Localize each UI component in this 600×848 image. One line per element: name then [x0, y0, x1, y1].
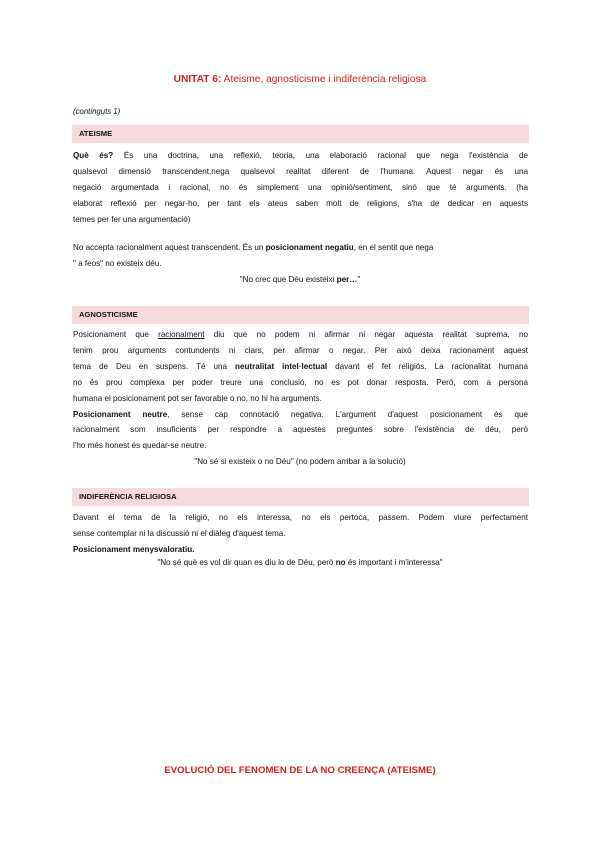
emphasis-text: neutralitat intel·lectual: [235, 361, 328, 371]
text-line: , en el sentit que nega: [353, 243, 434, 252]
ateisme-paragraph-1: [73, 148, 528, 228]
text-line: " a feos" no existeix déu.: [73, 258, 162, 268]
quote-text: ": [357, 275, 361, 284]
quote-emphasis: no: [335, 558, 346, 567]
section-header-indiferencia: [72, 488, 529, 506]
question-label: Què és?: [73, 151, 114, 160]
emphasis-text: Posicionament menysvaloratiu.: [73, 544, 195, 554]
section-heading-indiferencia: INDIFERÈNCIA RELIGIOSA: [79, 492, 177, 501]
title-prefix: UNITAT 6:: [173, 74, 222, 85]
text-line: racionalment som insuficients per respondre a aquestes preguntes sobre l'existència de déu, però: [73, 425, 528, 435]
agnosticisme-paragraph: [73, 327, 528, 454]
title-text: Ateisme, agnosticisme i indiferència religiosa: [221, 74, 427, 85]
indiferencia-paragraph: [73, 510, 528, 558]
text-line: tema de Deu en suspens. Té una: [73, 361, 236, 371]
text-line: Posicionament que: [73, 330, 159, 339]
page-title: [0, 74, 600, 85]
contents-note: (continguts 1): [73, 107, 121, 116]
text-line: negació argumentada i racional, no és simplement una opinió/sentiment, sinó que té arguments. (ha: [73, 182, 528, 192]
text-line: temes per fer una argumentació): [73, 214, 191, 224]
section-heading-ateisme: ATEISME: [79, 129, 113, 138]
emphasis-text: Posicionament neutre: [73, 409, 168, 419]
text-line: no és prou complexa per poder treure una conclusió, no es pot donar resposta. Però, com a persona: [73, 377, 528, 387]
ateisme-quote: [0, 275, 600, 284]
text-line: Davant el tema de la religió, no els interessa, no els pertoca, passem. Podem viure perfectament: [73, 513, 528, 522]
quote-emphasis: per…: [336, 275, 358, 284]
quote-text: "No sé què es vol dir quan es diu lo de Déu, però: [157, 558, 336, 567]
section-heading-agnosticisme: AGNOSTICISME: [79, 310, 138, 319]
text-line: humana el posicionament pot ser favorable o no, no hi ha arguments.: [73, 393, 322, 403]
ateisme-paragraph-2: [73, 240, 528, 272]
agnosticisme-quote: "No sé si existeix o no Déu" (no podem arribar a la solució): [194, 457, 406, 466]
quote-text: és important i m'interessa": [345, 558, 443, 567]
underlined-text: racionalment: [158, 330, 205, 339]
section-header-agnosticisme: [72, 306, 529, 324]
text-line: No accepta racionalment aquest transcendent. És un: [73, 243, 266, 252]
text-line: l'ho més honest és quedar-se neutre.: [73, 441, 207, 451]
text-line: elaborat reflexió per negar-ho, per tant els ateus saben molt de religions, s'ha de dedicar en aquests: [73, 198, 528, 208]
text-line: sense contemplar ni la discussió ni el diàleg d'aquest tema.: [73, 528, 286, 538]
text-line: davant el fet religiós. La racionalitat humana: [327, 361, 528, 371]
next-section-title: EVOLUCIÓ DEL FENOMEN DE LA NO CREENÇA (ATEISME): [164, 765, 436, 776]
indiferencia-quote: [0, 558, 600, 567]
text-line: , sense cap connotació negativa. L'argument d'aquest posicionament és que: [167, 409, 528, 419]
text-line: És una doctrina, una reflexió, teoria, una elaboració racional que nega l'existència de: [113, 151, 529, 160]
text-line: diu que no podem ni afirmar ni negar aquesta realitat suprema, no: [204, 330, 529, 339]
emphasis-text: posicionament negatiu: [265, 243, 354, 252]
text-line: tenim prou arguments contundents ni clars, per afirmar o negar. Per això deixa racionament aquest: [73, 345, 528, 355]
text-line: qualsevol dimensió transcendent,nega qualsevol realitat diferent de l'humana. Aquest negar és una: [73, 166, 528, 176]
section-header-ateisme: [72, 125, 529, 143]
quote-text: "No crec que Déu existeixi: [239, 275, 337, 284]
